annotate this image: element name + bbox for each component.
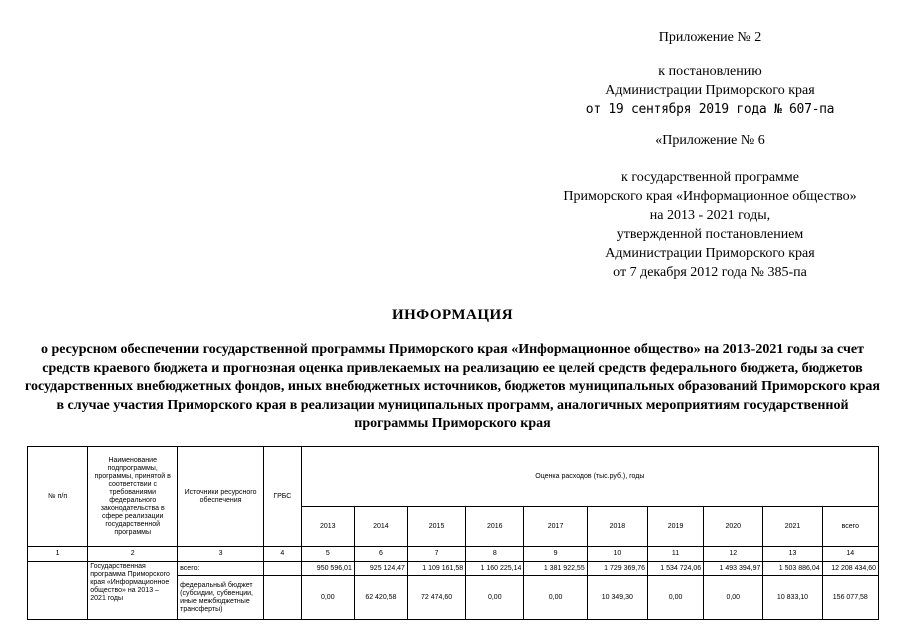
program-name-cell: Государственная программа Приморского края «Информационное общество» на 2013 – 2021 годы xyxy=(88,562,178,620)
column-number: 5 xyxy=(301,547,354,562)
program-line-2: Приморского края «Информационное общество» xyxy=(563,189,857,204)
value-cell: 1 503 886,04 xyxy=(763,562,822,576)
program-line-6: от 7 декабря 2012 года № 385-па xyxy=(613,265,807,280)
column-number: 8 xyxy=(466,547,524,562)
program-reference xyxy=(540,168,880,282)
column-number: 1 xyxy=(28,547,88,562)
header-year: 2016 xyxy=(466,507,524,547)
value-cell: 1 160 225,14 xyxy=(466,562,524,576)
column-number: 9 xyxy=(524,547,587,562)
column-number: 4 xyxy=(263,547,301,562)
value-cell: 0,00 xyxy=(466,576,524,620)
program-line-4: утвержденной постановлением xyxy=(616,227,804,242)
column-number: 13 xyxy=(763,547,822,562)
header-estimate: Оценка расходов (тыс.руб.), годы xyxy=(301,447,878,507)
header-grbs: ГРБС xyxy=(263,447,301,547)
column-number: 11 xyxy=(647,547,703,562)
value-cell: 1 729 369,76 xyxy=(587,562,647,576)
value-cell: 0,00 xyxy=(647,576,703,620)
value-cell: 1 381 922,55 xyxy=(524,562,587,576)
document-subtitle: о ресурсном обеспечении государственной программы Приморского края «Информационное общество» на 2013-2021 годы за счет средств краевого бюджета и прогнозная оценка привлекаемых на реализацию ее целей средств федерального бюджета, бюджетов государственных внебюджетных фондов, иных внебюджетных источников, бюджетов муниципальных образований Приморского края в случае участия Приморского края в реализации муниципальных программ, аналогичных мероприятиям государственной программы Приморского края xyxy=(24,342,880,431)
program-appendix xyxy=(560,131,860,150)
program-appendix-number: «Приложение № 6 xyxy=(655,133,765,148)
header-year: 2014 xyxy=(354,507,407,547)
column-number: 14 xyxy=(822,547,878,562)
column-number: 6 xyxy=(354,547,407,562)
header-year: 2021 xyxy=(763,507,822,547)
resolution-reference xyxy=(560,62,860,119)
value-cell: 72 474,60 xyxy=(407,576,465,620)
value-cell: 1 534 724,06 xyxy=(647,562,703,576)
header-year: 2015 xyxy=(407,507,465,547)
program-line-3: на 2013 - 2021 годы, xyxy=(649,208,771,223)
column-number: 12 xyxy=(704,547,763,562)
column-number: 2 xyxy=(88,547,178,562)
value-cell: 10 349,30 xyxy=(587,576,647,620)
appendix-header xyxy=(560,28,860,47)
column-numbers-row xyxy=(28,547,879,562)
resolution-date-stamp: от 19 сентября 2019 года № 607-па xyxy=(585,102,835,117)
value-cell: 10 833,10 xyxy=(763,576,822,620)
table-row xyxy=(28,562,879,576)
value-cell: 925 124,47 xyxy=(354,562,407,576)
header-total: всего xyxy=(822,507,878,547)
resource-table xyxy=(27,446,879,620)
value-cell: 1 493 394,97 xyxy=(704,562,763,576)
grbs-cell xyxy=(263,562,301,576)
value-cell: 1 109 161,58 xyxy=(407,562,465,576)
value-cell: 12 208 434,60 xyxy=(822,562,878,576)
column-number: 7 xyxy=(407,547,465,562)
value-cell: 62 420,58 xyxy=(354,576,407,620)
document-title: ИНФОРМАЦИЯ xyxy=(391,307,514,323)
grbs-cell xyxy=(263,576,301,620)
header-year: 2020 xyxy=(704,507,763,547)
header-sources: Источники ресурсного обеспечения xyxy=(178,447,264,547)
header-year: 2017 xyxy=(524,507,587,547)
program-line-1: к государственной программе xyxy=(621,170,799,185)
value-cell: 0,00 xyxy=(524,576,587,620)
header-year: 2018 xyxy=(587,507,647,547)
value-cell: 0,00 xyxy=(301,576,354,620)
appendix-number: Приложение № 2 xyxy=(658,30,762,45)
header-num: № п/п xyxy=(28,447,88,547)
column-number: 3 xyxy=(178,547,264,562)
table-header-row xyxy=(28,447,879,507)
program-line-5: Администрации Приморского края xyxy=(605,246,815,261)
value-cell: 0,00 xyxy=(704,576,763,620)
column-number: 10 xyxy=(587,547,647,562)
header-year: 2019 xyxy=(647,507,703,547)
source-cell: федеральный бюджет (субсидии, субвенции, иные межбюджетные трансферты) xyxy=(178,576,264,620)
resolution-line: к постановлению xyxy=(658,64,762,79)
header-name: Наименование подпрограммы, программы, принятой в соответствии с требованиями федерального законодательства в сфере реализации государственной программы xyxy=(88,447,178,547)
resolution-authority: Администрации Приморского края xyxy=(605,83,815,98)
header-year: 2013 xyxy=(301,507,354,547)
row-number xyxy=(28,562,88,620)
value-cell: 156 077,58 xyxy=(822,576,878,620)
source-cell: всего: xyxy=(178,562,264,576)
value-cell: 950 596,01 xyxy=(301,562,354,576)
